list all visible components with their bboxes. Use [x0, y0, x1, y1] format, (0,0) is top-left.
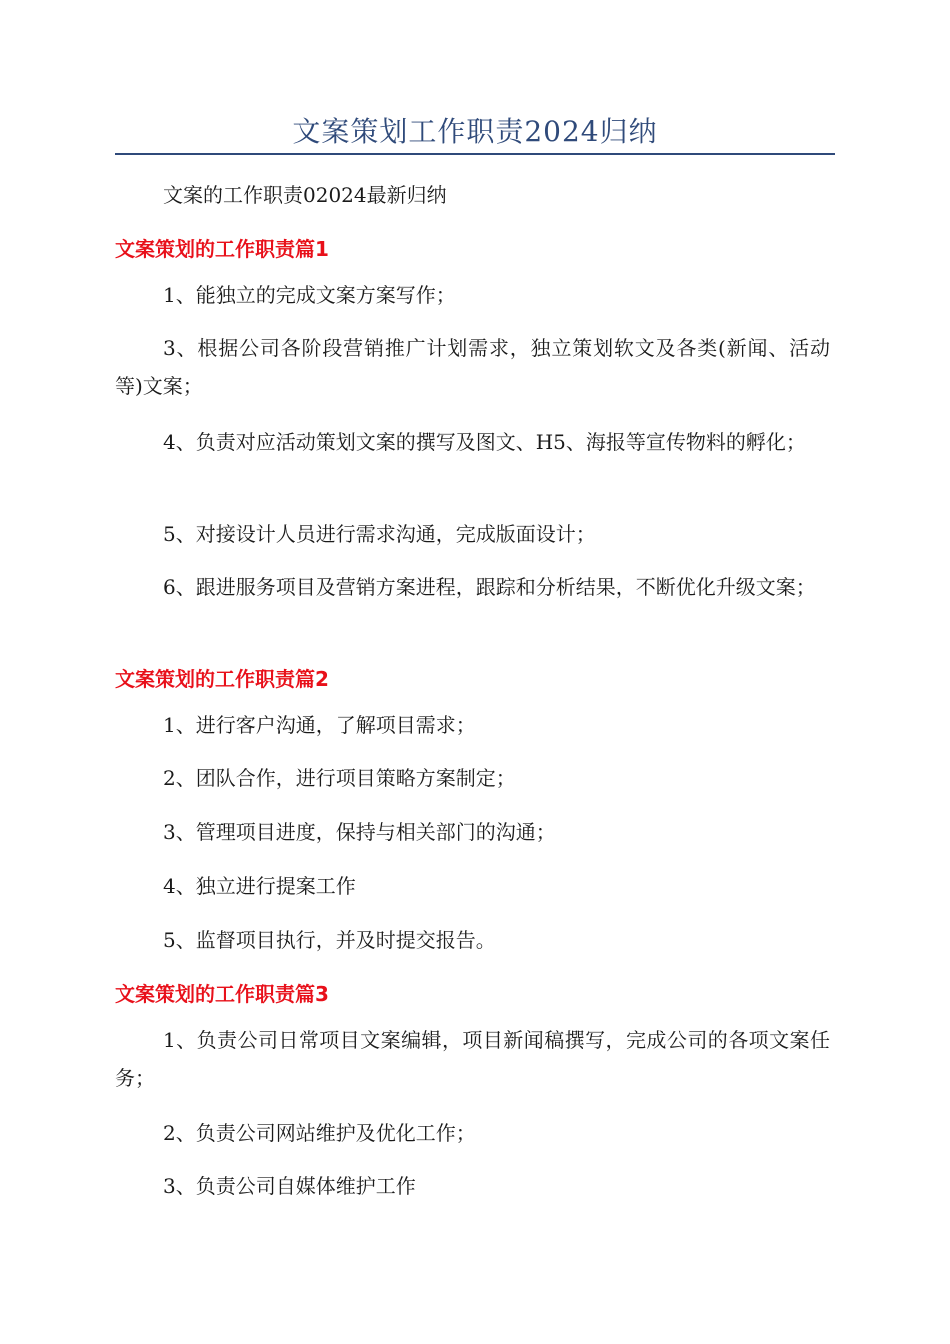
section-2-item-2: 2、团队合作，进行项目策略方案制定；	[163, 766, 516, 790]
intro-paragraph: 文案的工作职责02024最新归纳	[163, 183, 447, 207]
title-underline	[115, 153, 835, 155]
section-heading-1: 文案策划的工作职责篇1	[115, 237, 329, 261]
section-1-item-3: 4、负责对应活动策划文案的撰写及图文、H5、海报等宣传物料的孵化；	[163, 430, 806, 454]
section-1-item-5: 6、跟进服务项目及营销方案进程，跟踪和分析结果，不断优化升级文案；	[163, 575, 816, 599]
section-2-item-1: 1、进行客户沟通，了解项目需求；	[163, 713, 476, 737]
section-2-item-5: 5、监督项目执行，并及时提交报告。	[163, 928, 496, 952]
section-1-item-1: 1、能独立的完成文案方案写作；	[163, 283, 456, 307]
section-heading-3: 文案策划的工作职责篇3	[115, 982, 329, 1006]
section-1-item-4: 5、对接设计人员进行需求沟通，完成版面设计；	[163, 522, 596, 546]
section-2-item-3: 3、管理项目进度，保持与相关部门的沟通；	[163, 820, 556, 844]
document-title: 文案策划工作职责2024归纳	[292, 115, 658, 148]
section-3-item-2: 2、负责公司网站维护及优化工作；	[163, 1121, 476, 1145]
section-2-item-4: 4、独立进行提案工作	[163, 874, 356, 898]
section-3-item-1: 1、负责公司日常项目文案编辑，项目新闻稿撰写，完成公司的各项文案任务；	[115, 1028, 830, 1090]
section-heading-2: 文案策划的工作职责篇2	[115, 667, 329, 691]
section-3-item-3: 3、负责公司自媒体维护工作	[163, 1174, 416, 1198]
section-1-item-2: 3、根据公司各阶段营销推广计划需求，独立策划软文及各类(新闻、活动等)文案；	[115, 336, 830, 398]
